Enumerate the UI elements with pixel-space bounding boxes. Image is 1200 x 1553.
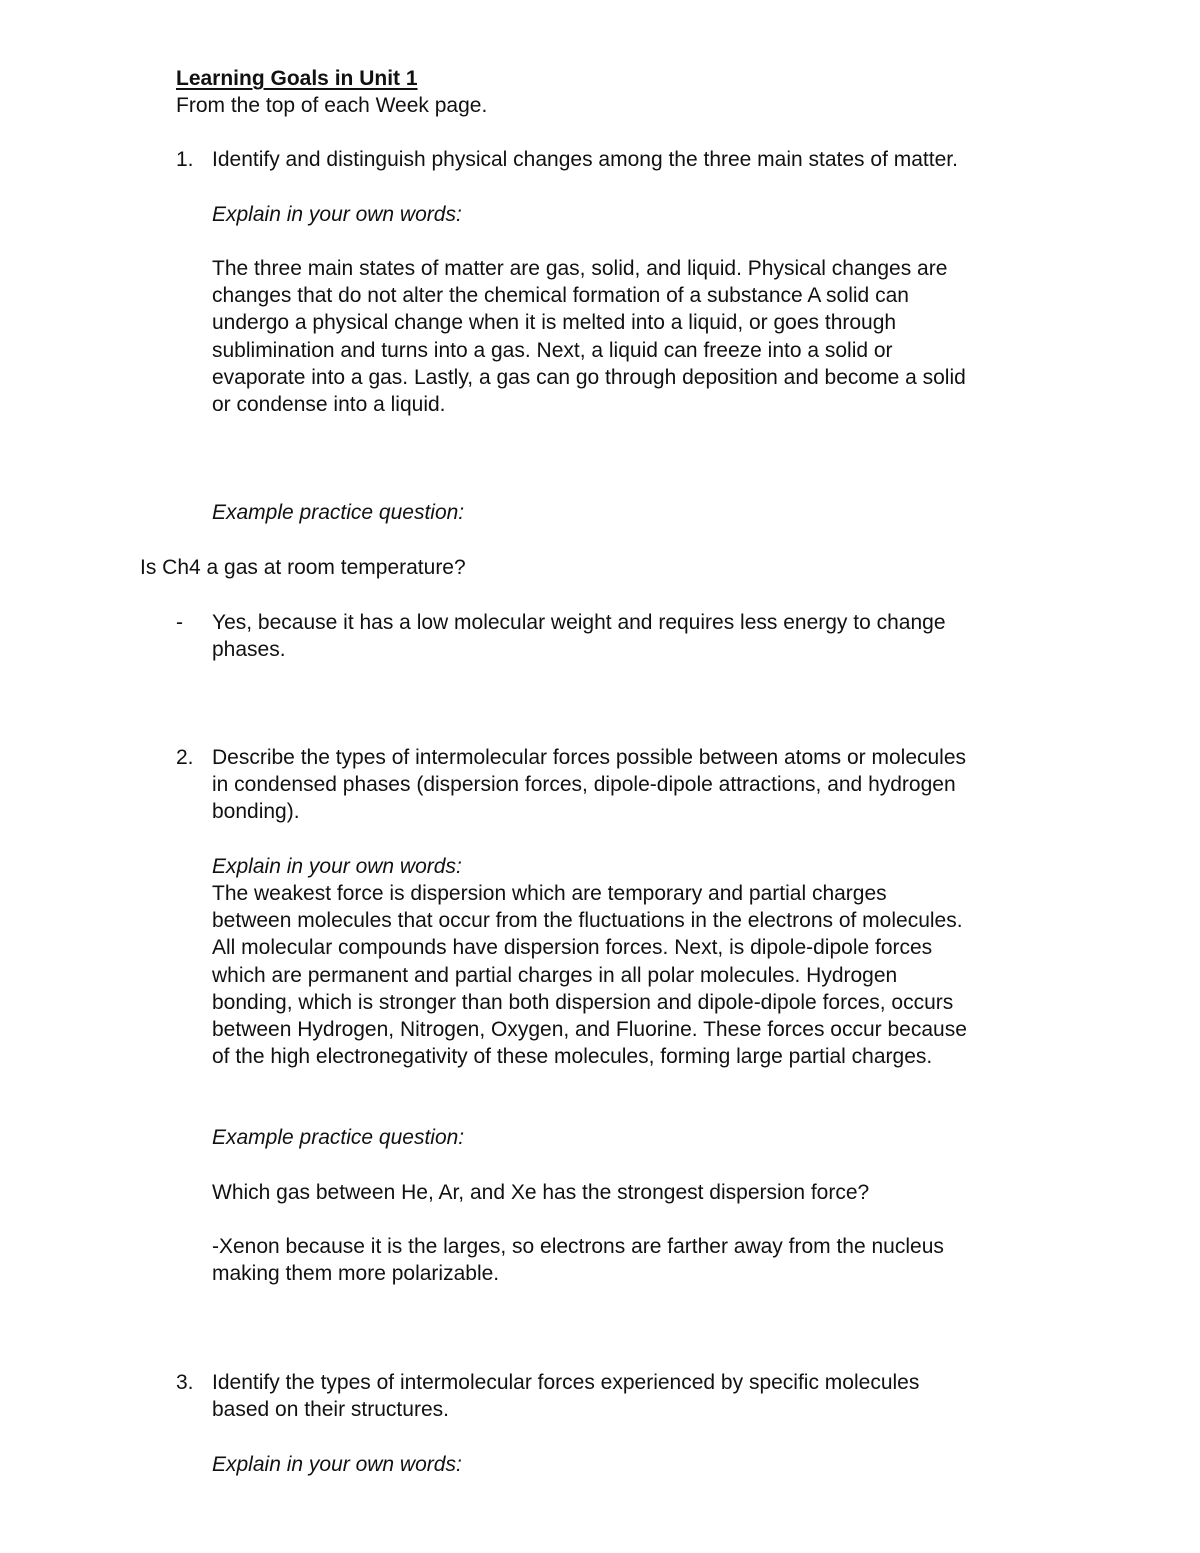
goal-text-line: in condensed phases (dispersion forces, dipole-dipole attractions, and hydrogen [212, 773, 956, 797]
answer-paragraph [212, 1233, 1072, 1287]
explanation-line: undergo a physical change when it is melted into a liquid, or goes through [212, 311, 897, 335]
goal-number: 1. [176, 148, 194, 171]
practice-question: Which gas between He, Ar, and Xe has the strongest dispersion force? [212, 1181, 870, 1204]
document-title: Learning Goals in Unit 1 [176, 67, 418, 90]
answer-dash-marker: - [176, 611, 183, 634]
explanation-line: sublimination and turns into a gas. Next, a liquid can freeze into a solid or [212, 338, 893, 362]
document-subtitle: From the top of each Week page. [176, 94, 488, 117]
explanation-line: bonding, which is stronger than both dispersion and dipole-dipole forces, occurs [212, 990, 954, 1014]
goal-text-line: Identify the types of intermolecular forces experienced by specific molecules [212, 1371, 920, 1394]
answer-paragraph [212, 609, 1072, 663]
goal-text [212, 744, 1072, 826]
practice-question: Is Ch4 a gas at room temperature? [140, 556, 466, 579]
explanation-line: All molecular compounds have dispersion forces. Next, is dipole-dipole forces [212, 936, 933, 960]
goal-text [212, 1369, 1072, 1423]
explain-label: Explain in your own words: [212, 1453, 462, 1476]
explanation-line: which are permanent and partial charges in all polar molecules. Hydrogen [212, 963, 898, 987]
explanation-line: The three main states of matter are gas, solid, and liquid. Physical changes are [212, 257, 948, 280]
explanation-line: between molecules that occur from the fluctuations in the electrons of molecules. [212, 909, 963, 933]
example-label: Example practice question: [212, 1126, 465, 1149]
goal-number: 2. [176, 746, 194, 769]
goal-number: 3. [176, 1371, 194, 1394]
explanation-line: of the high electronegativity of these molecules, forming large partial charges. [212, 1045, 933, 1069]
explanation-paragraph [212, 880, 1072, 1070]
explanation-line: changes that do not alter the chemical formation of a substance A solid can [212, 284, 909, 308]
explanation-line: between Hydrogen, Nitrogen, Oxygen, and Fluorine. These forces occur because [212, 1018, 967, 1042]
goal-text: Identify and distinguish physical changes among the three main states of matter. [212, 148, 958, 171]
goal-text-line: Describe the types of intermolecular forces possible between atoms or molecules [212, 746, 967, 769]
answer-line: phases. [212, 638, 286, 662]
explanation-paragraph [212, 255, 1072, 418]
goal-text-line: bonding). [212, 800, 300, 824]
explanation-line: The weakest force is dispersion which are temporary and partial charges [212, 882, 887, 905]
goal-text-line: based on their structures. [212, 1398, 449, 1422]
explanation-line: or condense into a liquid. [212, 393, 446, 417]
answer-line: Yes, because it has a low molecular weight and requires less energy to change [212, 611, 946, 634]
answer-line: making them more polarizable. [212, 1262, 500, 1286]
example-label: Example practice question: [212, 501, 465, 524]
explain-label: Explain in your own words: [212, 855, 462, 878]
explanation-line: evaporate into a gas. Lastly, a gas can go through deposition and become a solid [212, 365, 966, 389]
explain-label: Explain in your own words: [212, 203, 462, 226]
answer-line: -Xenon because it is the larges, so electrons are farther away from the nucleus [212, 1235, 944, 1258]
